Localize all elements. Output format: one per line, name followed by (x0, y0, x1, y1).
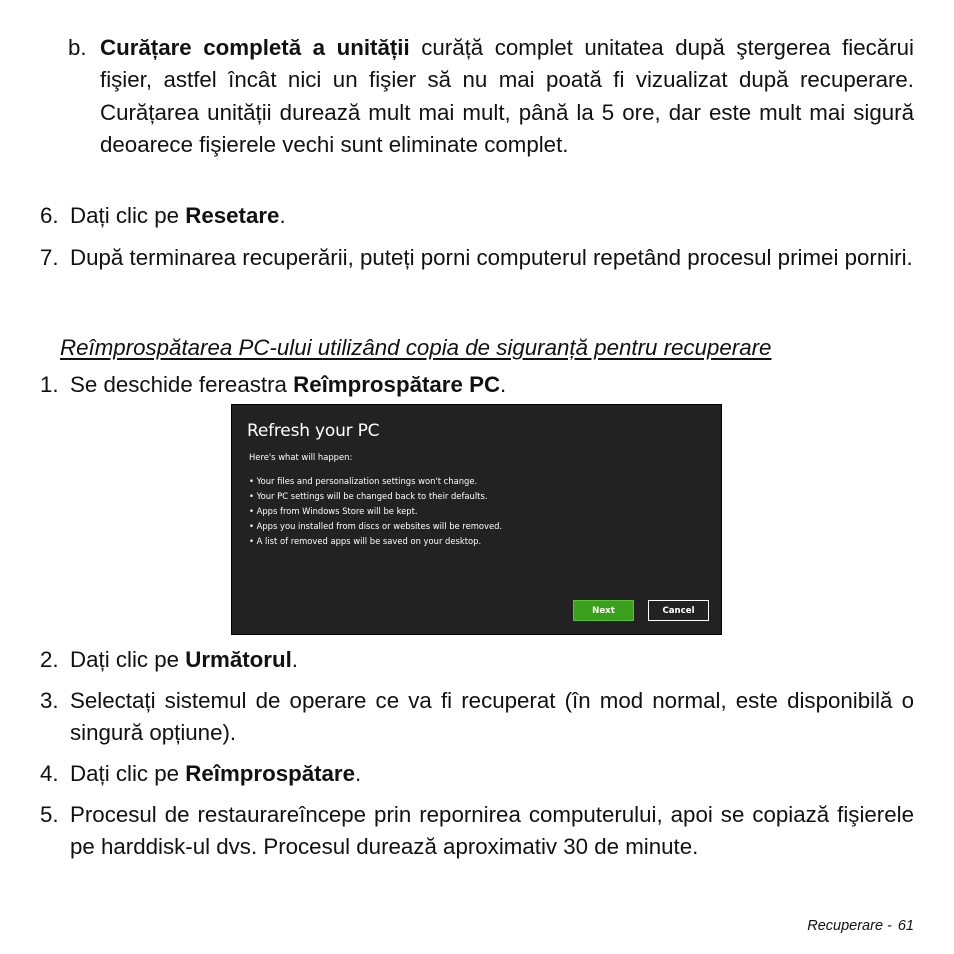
item-text: Se deschide fereastra (70, 372, 294, 397)
list-item-1 (70, 369, 914, 401)
list-marker: 2. (40, 647, 59, 672)
bold-term: Resetare (185, 203, 280, 228)
item-text: Dați clic pe (70, 647, 186, 672)
list-item-7: După terminarea recuperării, puteți porni computerul repetând procesul primei porniri. (70, 245, 913, 270)
refresh-pc-dialog (231, 404, 722, 635)
bold-term: Reîmprospătare (185, 761, 356, 786)
bold-term: Reîmprospătare PC (293, 372, 501, 397)
list-marker: 7. (40, 245, 59, 270)
list-item-5: Procesul de restaurareîncepe prin repornirea computerului, apoi se copiază fişierele pe harddisk-ul dvs. Procesul durează aproximativ 30 de minute. (70, 802, 914, 860)
list-marker: 5. (40, 802, 59, 827)
dialog-bullet: • Your files and personalization settings won't change. (249, 476, 478, 486)
list-item-3: Selectați sistemul de operare ce va fi recuperat (în mod normal, este disponibilă o singură opțiune). (70, 688, 914, 746)
next-button[interactable]: Next (573, 600, 634, 621)
dialog-bullet: • Apps you installed from discs or websites will be removed. (249, 521, 503, 531)
item-text: Dați clic pe (70, 761, 186, 786)
dialog-bullet-list (249, 474, 502, 549)
page-footer (807, 918, 914, 934)
bold-term: Curățare completă a unității (100, 35, 410, 60)
bold-term: Următorul (185, 647, 292, 672)
list-marker: 4. (40, 761, 59, 786)
dialog-bullet: • Apps from Windows Store will be kept. (249, 506, 418, 516)
footer-separator: - (887, 918, 892, 934)
dialog-title: Refresh your PC (247, 421, 380, 441)
list-item-6 (70, 200, 914, 232)
list-item-4 (70, 758, 914, 790)
list-marker: 3. (40, 688, 59, 713)
list-marker: 6. (40, 203, 59, 228)
page-number: 61 (897, 918, 914, 934)
list-marker: 1. (40, 372, 59, 397)
dialog-bullet: • A list of removed apps will be saved on your desktop. (249, 536, 482, 546)
item-text: . (291, 647, 298, 672)
dialog-bullet: • Your PC settings will be changed back to their defaults. (249, 491, 488, 501)
list-marker: b. (68, 35, 87, 60)
cancel-button[interactable]: Cancel (648, 600, 709, 621)
item-text: . (500, 372, 507, 397)
item-text: . (279, 203, 286, 228)
section-heading: Reîmprospătarea PC-ului utilizând copia de siguranță pentru recuperare (60, 335, 772, 360)
dialog-intro: Here's what will happen: (249, 452, 353, 462)
item-text: . (355, 761, 362, 786)
footer-section: Recuperare (807, 918, 884, 934)
list-item-2 (70, 644, 914, 676)
item-text: curăță complet unitatea după ştergerea fiecărui fişier, astfel încât nici un fişier să nu mai poată fi vizualizat după recuperare. Curățarea unității durează mult mai mult, până la 5 ore, dar este mult mai sigură deoarece fişierele vechi sunt eliminate complet. (100, 35, 914, 158)
item-text: Dați clic pe (70, 203, 186, 228)
list-item-b (100, 32, 914, 162)
